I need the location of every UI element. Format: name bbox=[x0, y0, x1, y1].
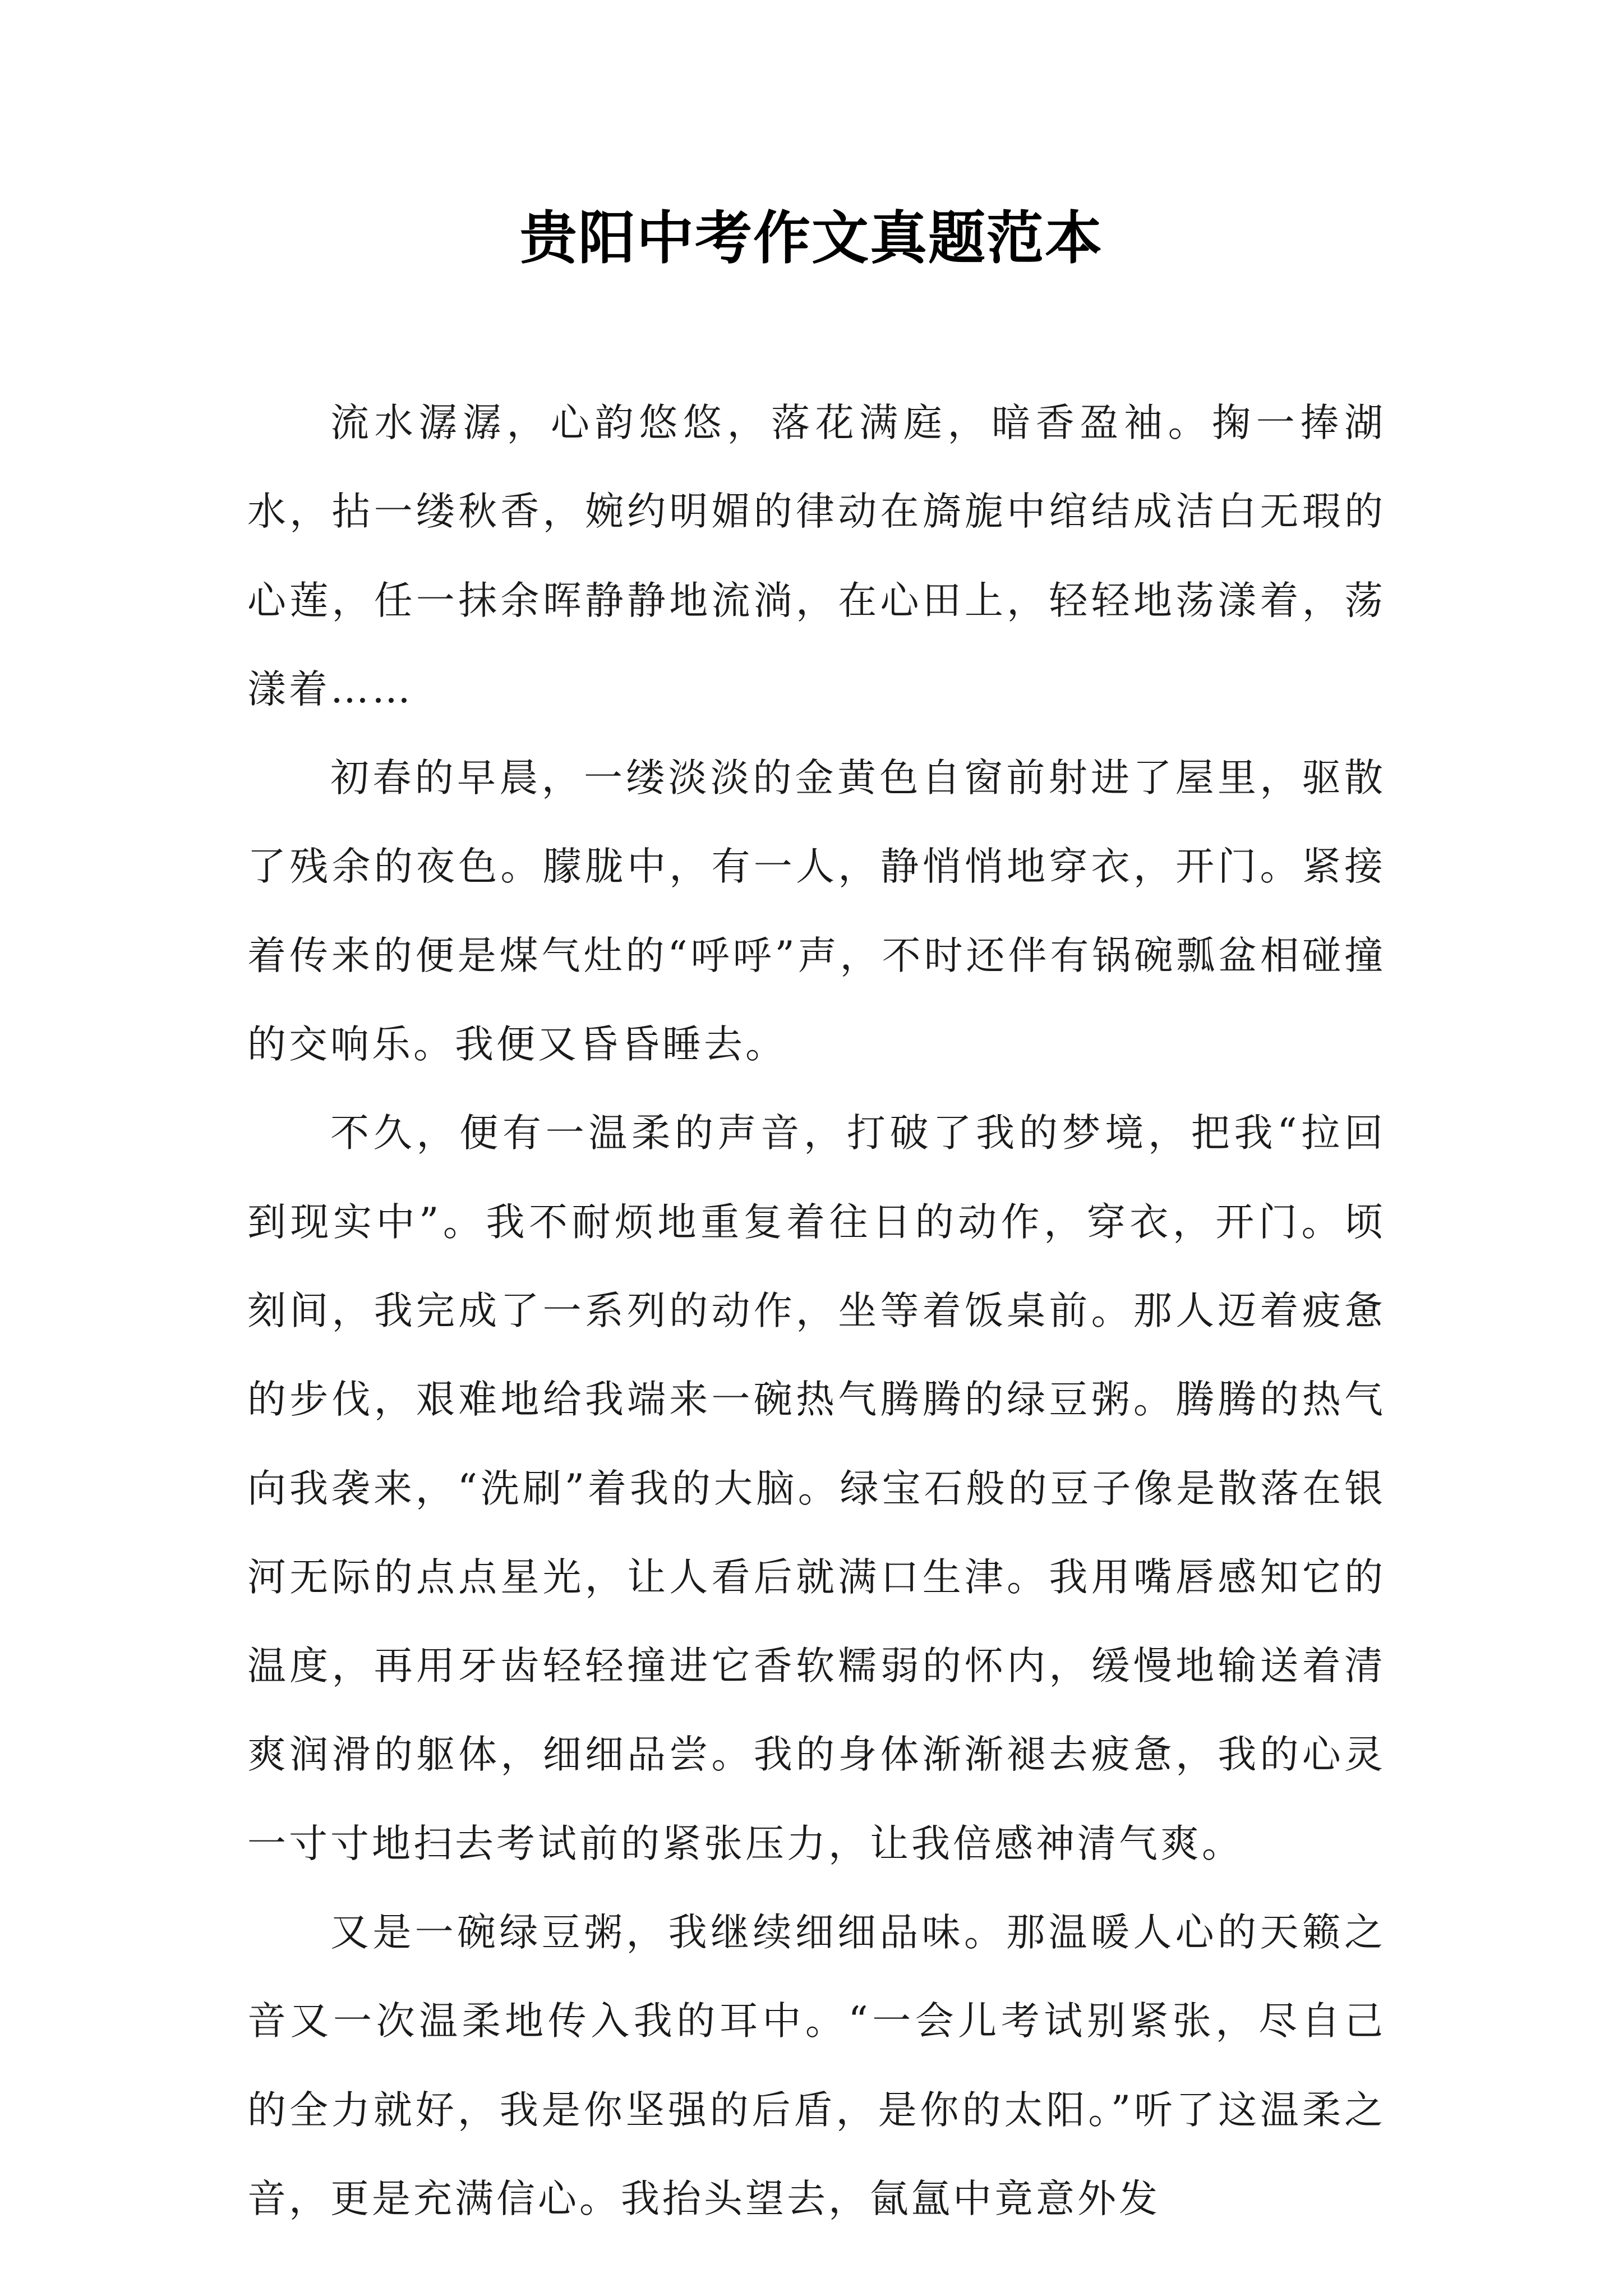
paragraph-1: 流水潺潺，心韵悠悠，落花满庭，暗香盈袖。掬一捧湖水，拈一缕秋香，婉约明媚的律动在旖旎中绾结成洁白无瑕的心莲，任一抹余晖静静地流淌，在心田上，轻轻地荡漾着，荡漾着…… bbox=[247, 401, 1386, 712]
paragraph-4: 又是一碗绿豆粥，我继续细细品味。那温暖人心的天籁之音又一次温柔地传入我的耳中。“一会儿考试别紧张，尽自己的全力就好，我是你坚强的后盾，是你的太阳。”听了这温柔之音，更是充满信心。我抬头望去，氤氲中竟意外发 bbox=[247, 1910, 1386, 2221]
paragraph-2: 初春的早晨，一缕淡淡的金黄色自窗前射进了屋里，驱散了残余的夜色。朦胧中，有一人，静悄悄地穿衣，开门。紧接着传来的便是煤气灶的“呼呼”声，不时还伴有锅碗瓢盆相碰撞的交响乐。我便又昏昏睡去。 bbox=[247, 756, 1386, 1068]
document-body bbox=[247, 379, 1386, 2243]
document-title: 贵阳中考作文真题范本 bbox=[520, 205, 1103, 272]
paragraph-3: 不久，便有一温柔的声音，打破了我的梦境，把我“拉回到现实中”。我不耐烦地重复着往日的动作，穿衣，开门。顷刻间，我完成了一系列的动作，坐等着饭桌前。那人迈着疲惫的步伐，艰难地给我端来一碗热气腾腾的绿豆粥。腾腾的热气向我袭来，“洗刷”着我的大脑。绿宝石般的豆子像是散落在银河无际的点点星光，让人看后就满口生津。我用嘴唇感知它的温度，再用牙齿轻轻撞进它香软糯弱的怀内，缓慢地输送着清爽润滑的躯体，细细品尝。我的身体渐渐褪去疲惫，我的心灵一寸寸地扫去考试前的紧张压力，让我倍感神清气爽。 bbox=[247, 1111, 1386, 1866]
